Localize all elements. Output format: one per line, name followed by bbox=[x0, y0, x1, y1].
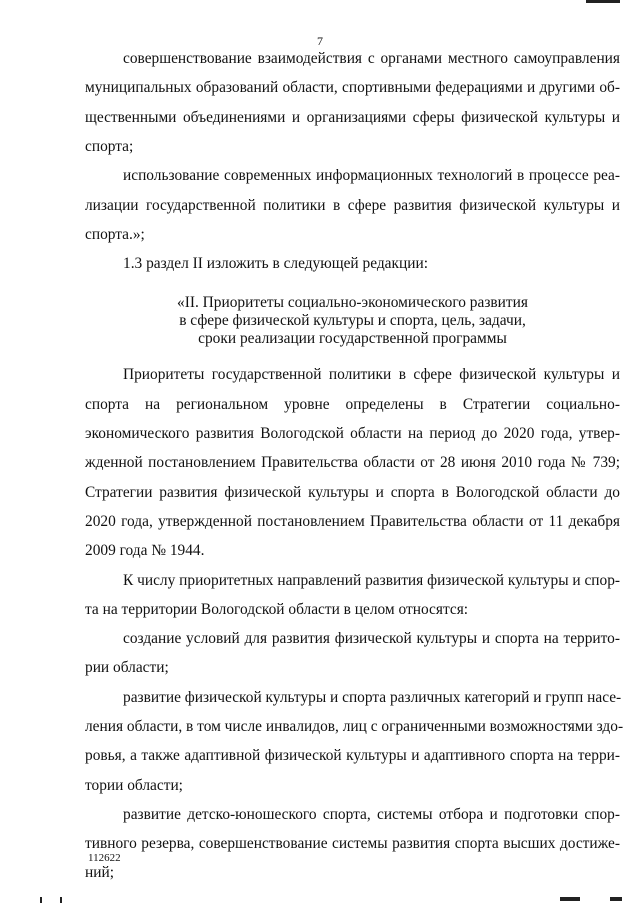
text-line: муниципальных образований области, спортивными федерациями и другими об- bbox=[85, 79, 620, 96]
scan-mark-bottom-right-2 bbox=[610, 897, 622, 901]
scan-mark-bottom-left-2 bbox=[60, 897, 62, 903]
text-line: совершенствование взаимодействия с органами местного самоуправления bbox=[123, 50, 620, 67]
text-line: ний; bbox=[85, 864, 114, 881]
text-line: 1.3 раздел II изложить в следующей редакции: bbox=[123, 255, 428, 272]
page-number: 7 bbox=[317, 34, 323, 48]
text-line: экономического развития Вологодской области на период до 2020 года, утвер- bbox=[85, 425, 620, 442]
scan-mark-bottom-right bbox=[560, 897, 580, 901]
text-line: использование современных информационных технологий в процессе реа- bbox=[123, 167, 620, 184]
text-line: рии области; bbox=[85, 659, 169, 676]
section-heading-line: «II. Приоритеты социально-экономического развития bbox=[177, 294, 528, 311]
text-line: спорта; bbox=[85, 138, 134, 155]
text-line: спорта на региональном уровне определены в Стратегии социально- bbox=[85, 396, 620, 413]
scan-mark-bottom-left bbox=[40, 897, 42, 903]
text-line: Стратегии развития физической культуры и спорта в Вологодской области до bbox=[85, 484, 620, 501]
text-line: ровья, а также адаптивной физической культуры и адаптивного спорта на терри- bbox=[85, 747, 620, 764]
text-line: ления области, в том числе инвалидов, лиц с ограниченными возможностями здо- bbox=[85, 718, 624, 735]
text-line: развитие детско-юношеского спорта, системы отбора и подготовки спор- bbox=[123, 806, 620, 823]
scan-mark-top-right bbox=[586, 0, 620, 3]
text-line: тории области; bbox=[85, 777, 183, 794]
text-line: тивного резерва, совершенствование системы развития спорта высших достиже- bbox=[85, 835, 620, 852]
text-line: Приоритеты государственной политики в сфере физической культуры и bbox=[123, 366, 620, 383]
text-line: 2009 года № 1944. bbox=[85, 542, 205, 559]
section-heading-line: сроки реализации государственной программы bbox=[198, 330, 507, 347]
text-line: щественными объединениями и организациями сферы физической культуры и bbox=[85, 109, 620, 126]
text-line: создание условий для развития физической культуры и спорта на террито- bbox=[123, 630, 620, 647]
text-line: 2020 года, утвержденной постановлением Правительства области от 11 декабря bbox=[85, 513, 620, 530]
document-code: 112622 bbox=[88, 852, 121, 864]
text-line: развитие физической культуры и спорта различных категорий и групп насе- bbox=[123, 689, 622, 706]
text-line: та на территории Вологодской области в целом относятся: bbox=[85, 601, 469, 618]
text-line: К числу приоритетных направлений развития физической культуры и спор- bbox=[123, 572, 621, 589]
text-line: жденной постановлением Правительства области от 28 июня 2010 года № 739; bbox=[85, 454, 620, 471]
text-line: спорта.»; bbox=[85, 226, 145, 243]
section-heading-line: в сфере физической культуры и спорта, цель, задачи, bbox=[179, 312, 526, 329]
text-line: лизации государственной политики в сфере развития физической культуры и bbox=[85, 197, 620, 214]
